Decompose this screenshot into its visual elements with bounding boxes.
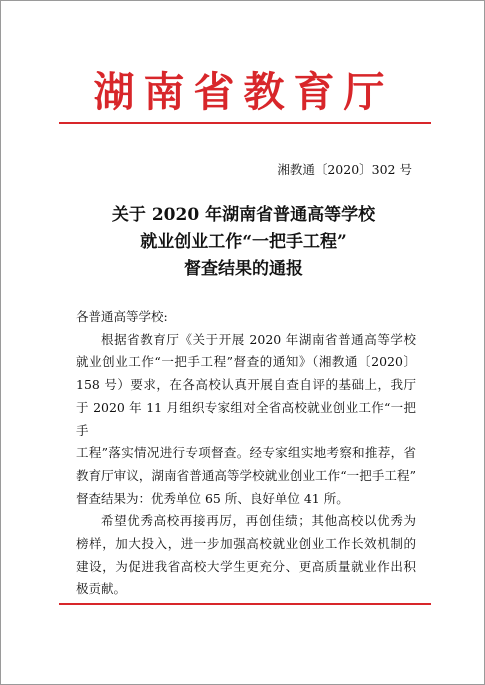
paragraph-line: 教育厅审议，湖南省普通高等学校就业创业工作“一把手工程” — [76, 467, 416, 483]
document-title-line: 督查结果的通报 — [184, 259, 303, 279]
footer-divider-line — [59, 603, 431, 605]
salutation: 各普通高等学校: — [76, 309, 168, 324]
paragraph-line: 希望优秀高校再接再厉，再创佳绩；其他高校以优秀为 — [101, 513, 416, 529]
issuing-authority-header: 湖南省教育厅 — [93, 68, 394, 116]
paragraph-line: 督查结果为：优秀单位 65 所、良好单位 41 所。 — [76, 490, 349, 506]
paragraph-line: 榜样，加大投入，进一步加强高校就业创业工作长效机制的 — [76, 536, 416, 552]
document-title-line: 关于 2020 年湖南省普通高等学校 — [111, 205, 376, 225]
document-number: 湘教通〔2020〕302 号 — [277, 162, 412, 177]
paragraph-line: 根据省教育厅《关于开展 2020 年湖南省普通高等学校 — [101, 331, 416, 347]
paragraph-line: 158 号）要求，在各高校认真开展自查自评的基础上，我厅 — [76, 377, 416, 393]
document-title — [1, 202, 485, 283]
header-divider-line — [59, 122, 431, 124]
paragraph-line: 工程”落实情况进行专项督查。经专家组实地考察和推荐，省 — [76, 445, 416, 461]
paragraph-line: 极贡献。 — [76, 581, 127, 597]
paragraph-line: 建设，为促进我省高校大学生更充分、更高质量就业作出积 — [76, 558, 416, 574]
paragraph-line: 就业创业工作“一把手工程”督查的通知》（湘教通〔2020〕 — [76, 354, 416, 370]
paragraph-line: 于 2020 年 11 月组织专家组对全省高校就业创业工作“一把手 — [76, 399, 416, 438]
document-title-line: 就业创业工作“一把手工程” — [140, 232, 347, 252]
document-body — [76, 306, 416, 601]
